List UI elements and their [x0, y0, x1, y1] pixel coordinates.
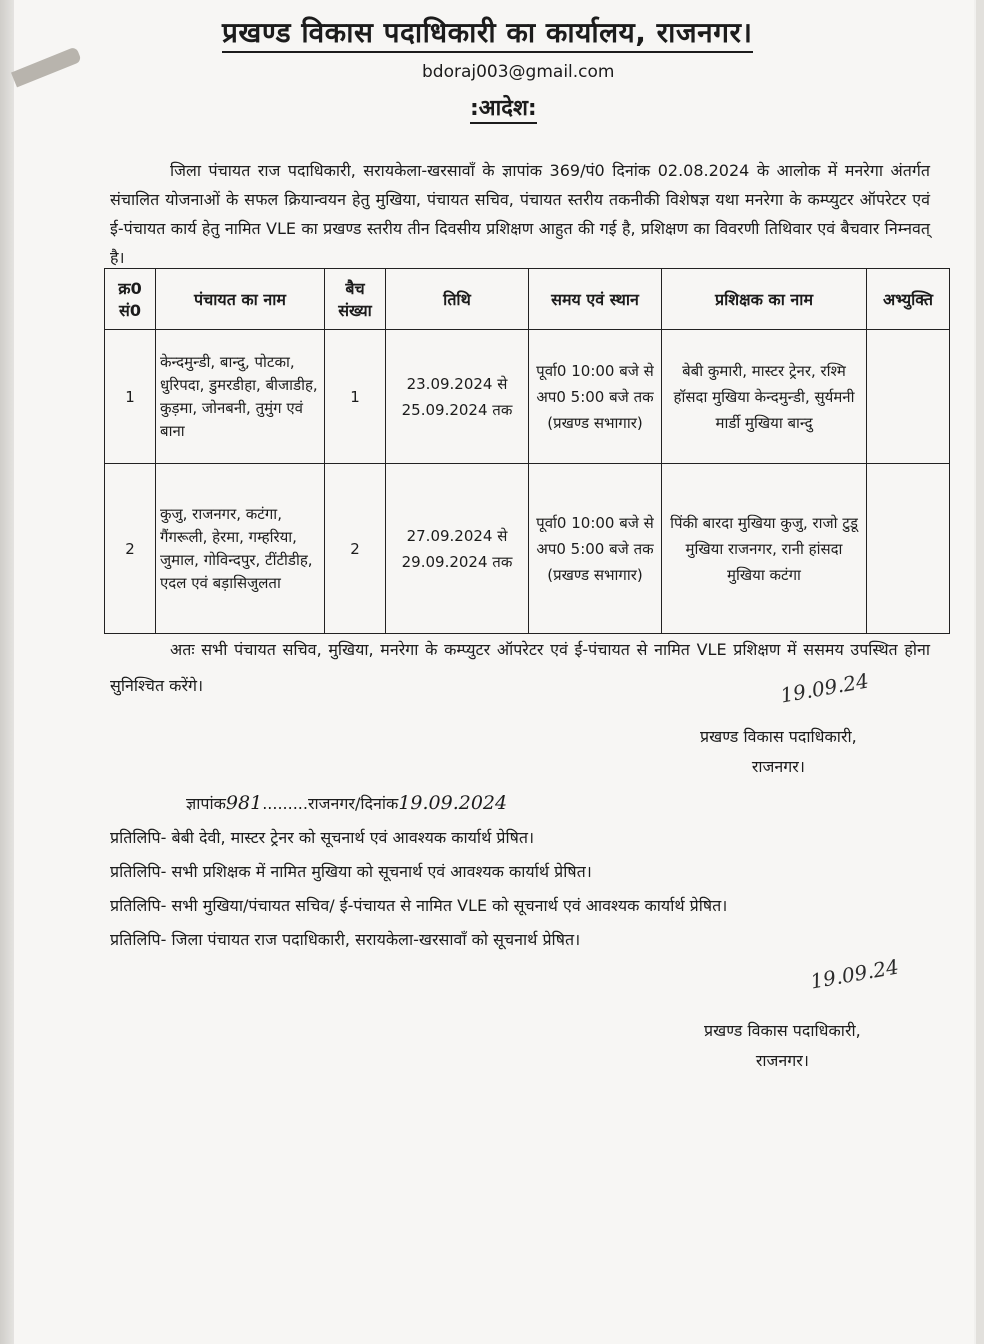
office-email: bdoraj003@gmail.com: [422, 62, 615, 82]
signature-place: राजनगर।: [755, 1051, 809, 1070]
cell-batch: 1: [325, 330, 386, 464]
header-trainer: प्रशिक्षक का नाम: [662, 269, 867, 330]
signature-block: [704, 1016, 861, 1076]
pen-edge: [11, 46, 82, 87]
cell-date: 23.09.2024 से 25.09.2024 तक: [386, 330, 529, 464]
training-schedule-table: [104, 268, 950, 634]
header-time-place: समय एवं स्थान: [529, 269, 662, 330]
cell-time-place: पूर्वा0 10:00 बजे से अप0 5:00 बजे तक (प्रखण्ड सभागार): [529, 464, 662, 634]
header-batch: बैच संख्या: [325, 269, 386, 330]
cell-trainer: बेबी कुमारी, मास्टर ट्रेनर, रश्मि हॉसदा मुखिया केन्दमुन्डी, सुर्यमनी मार्डी मुखिया बान्दु: [662, 330, 867, 464]
cell-serial: 2: [105, 464, 156, 634]
copy-line: प्रतिलिपि- सभी प्रशिक्षक में नामित मुखिया को सूचनार्थ एवं आवश्यक कार्यार्थ प्रेषित।: [110, 862, 592, 881]
order-heading: :आदेश:: [470, 96, 537, 124]
cell-remarks: [867, 330, 950, 464]
signature-block: [700, 722, 857, 782]
header-date: तिथि: [386, 269, 529, 330]
memo-middle: राजनगर/दिनांक: [307, 794, 399, 813]
cell-serial: 1: [105, 330, 156, 464]
table-row: [105, 330, 950, 464]
cell-date: 27.09.2024 से 29.09.2024 तक: [386, 464, 529, 634]
header-remarks: अभ्युक्ति: [867, 269, 950, 330]
copy-line: प्रतिलिपि- बेबी देवी, मास्टर ट्रेनर को सूचनार्थ एवं आवश्यक कार्यार्थ प्रेषित।: [110, 828, 535, 847]
signature-designation: प्रखण्ड विकास पदाधिकारी,: [700, 727, 857, 746]
page-edge: [976, 0, 984, 1344]
cell-remarks: [867, 464, 950, 634]
memo-dots: .........: [262, 794, 308, 813]
memo-number: 981: [225, 792, 263, 814]
cell-panchayat: कुजु, राजनगर, कटंगा, गैंगरूली, हेरमा, गम्हरिया, जुमाल, गोविन्दपुर, टींटीडीह, एदल एवं बड़ासिजुलता: [156, 464, 325, 634]
memo-date: 19.09.2024: [398, 792, 508, 814]
signature-mark: 19.09.24: [808, 954, 901, 994]
table-row: [105, 464, 950, 634]
cell-time-place: पूर्वा0 10:00 बजे से अप0 5:00 बजे तक (प्रखण्ड सभागार): [529, 330, 662, 464]
office-title: प्रखण्ड विकास पदाधिकारी का कार्यालय, राजनगर।: [222, 16, 753, 53]
memo-label: ज्ञापांक: [186, 794, 226, 813]
copy-line: प्रतिलिपि- जिला पंचायत राज पदाधिकारी, सरायकेला-खरसावाँ को सूचनार्थ प्रेषित।: [110, 930, 581, 949]
signature-designation: प्रखण्ड विकास पदाधिकारी,: [704, 1021, 861, 1040]
header-panchayat: पंचायत का नाम: [156, 269, 325, 330]
cell-batch: 2: [325, 464, 386, 634]
cell-trainer: पिंकी बारदा मुखिया कुजु, राजो टुडू मुखिया राजनगर, रानी हांसदा मुखिया कटंगा: [662, 464, 867, 634]
body-paragraph: जिला पंचायत राज पदाधिकारी, सरायकेला-खरसावाँ के ज्ञापांक 369/पं0 दिनांक 02.08.2024 के आलोक में मनरेगा अंतर्गत संचालित योजनाओं के सफल क्रियान्वयन हेतु मुखिया, पंचायत सचिव, पंचायत स्तरीय तकनीकी विशेषज्ञ यथा मनरेगा के कम्प्युटर ऑपरेटर एवं ई-पंचायत कार्य हेतु नामित VLE का प्रखण्ड स्तरीय तीन दिवसीय प्रशिक्षण आहुत की गई है, प्रशिक्षण का विवरणी तिथिवार एवं बैचवार निम्नवत् है।: [110, 161, 930, 267]
closing-paragraph: अतः सभी पंचायत सचिव, मुखिया, मनरेगा के कम्प्युटर ऑपरेटर एवं ई-पंचायत से नामित VLE प्रशिक्षण में ससमय उपस्थित होना सुनिश्चित करेंगे।: [110, 640, 930, 695]
memo-line: [186, 792, 507, 814]
signature-mark: 19.09.24: [778, 668, 871, 708]
cell-panchayat: केन्दमुन्डी, बान्दु, पोटका, धुरिपदा, डुमरडीहा, बीजाडीह, कुड़मा, जोनबनी, तुमुंग एवं बाना: [156, 330, 325, 464]
header-serial: क्र0 सं0: [105, 269, 156, 330]
copy-line: प्रतिलिपि- सभी मुखिया/पंचायत सचिव/ ई-पंचायत से नामित VLE को सूचनार्थ एवं आवश्यक कार्यार्थ प्रेषित।: [110, 896, 728, 915]
signature-place: राजनगर।: [751, 757, 805, 776]
table-header-row: [105, 269, 950, 330]
